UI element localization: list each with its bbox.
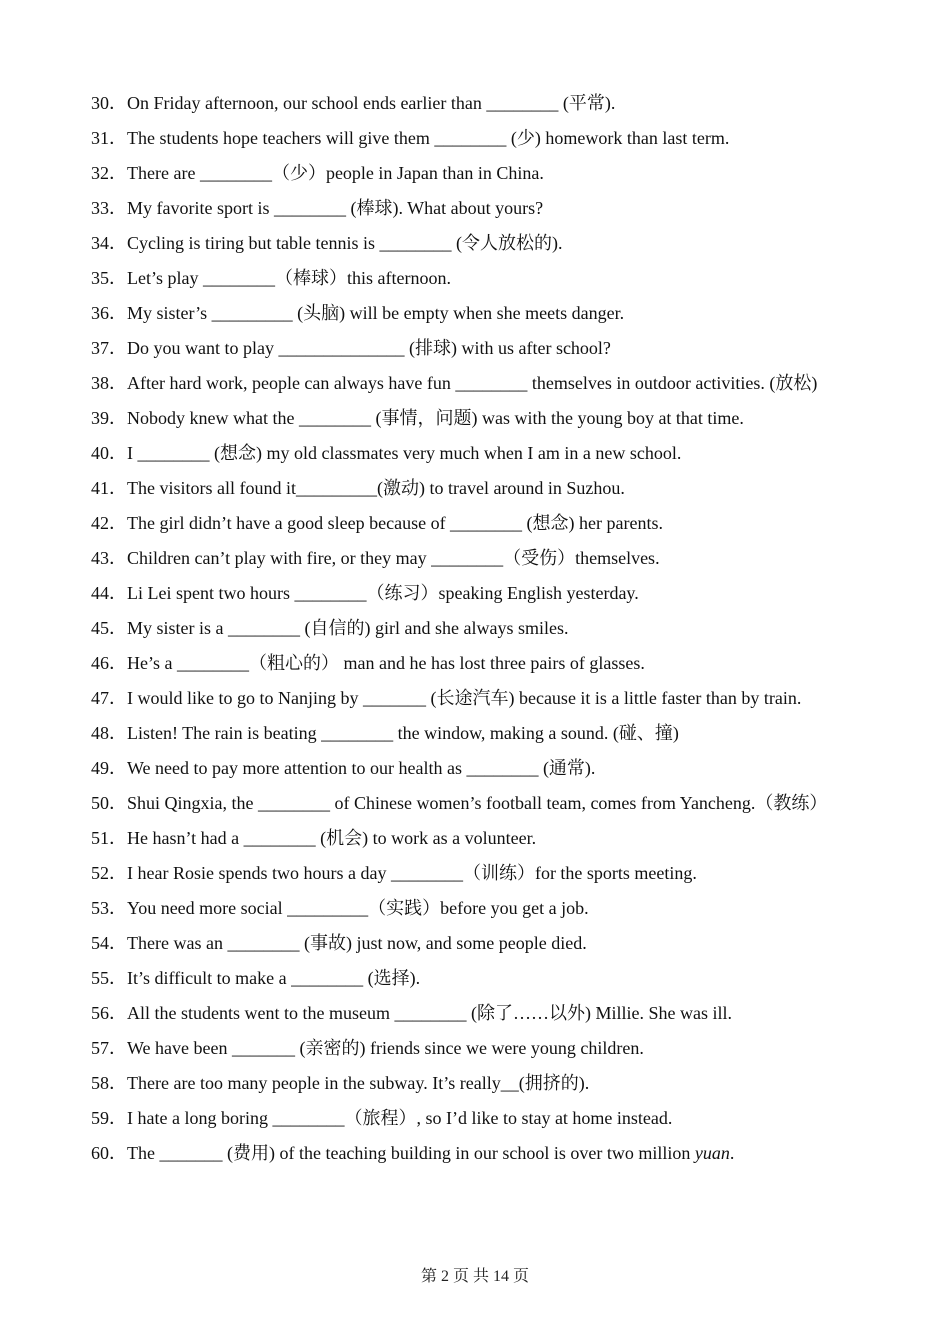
question-item	[91, 121, 861, 156]
question-text: The visitors all found it_________(激动) to travel around in Suzhou.	[127, 478, 625, 498]
question-text: Children can’t play with fire, or they may ________（受伤）themselves.	[127, 548, 660, 568]
question-number: 57．	[91, 1038, 127, 1058]
question-number: 46．	[91, 653, 127, 673]
question-item	[91, 366, 861, 401]
question-item	[91, 681, 861, 716]
question-item	[91, 926, 861, 961]
question-text: Shui Qingxia, the ________ of Chinese women’s football team, comes from Yancheng.（教练）	[127, 793, 828, 813]
question-number: 43．	[91, 548, 127, 568]
question-text: You need more social _________（实践）before you get a job.	[127, 898, 589, 918]
question-item	[91, 191, 861, 226]
question-item	[91, 856, 861, 891]
question-number: 51．	[91, 828, 127, 848]
question-text: My favorite sport is ________ (棒球). What about yours?	[127, 198, 544, 218]
question-item	[91, 1031, 861, 1066]
question-item	[91, 1066, 861, 1101]
question-item	[91, 1101, 861, 1136]
question-number: 40．	[91, 443, 127, 463]
question-item	[91, 436, 861, 471]
question-text: I would like to go to Nanjing by _______ (长途汽车) because it is a little faster than by train.	[127, 688, 802, 708]
question-item	[91, 576, 861, 611]
question-text: There are ________（少）people in Japan than in China.	[127, 163, 544, 183]
question-item	[91, 261, 861, 296]
question-number: 56．	[91, 1003, 127, 1023]
question-text: We need to pay more attention to our health as ________ (通常).	[127, 758, 596, 778]
question-text: Listen! The rain is beating ________ the window, making a sound. (碰、撞)	[127, 723, 679, 743]
question-list	[91, 86, 861, 1171]
question-text: The students hope teachers will give them ________ (少) homework than last term.	[127, 128, 730, 148]
question-text: He hasn’t had a ________ (机会) to work as a volunteer.	[127, 828, 537, 848]
question-number: 41．	[91, 478, 127, 498]
question-item	[91, 786, 861, 821]
question-number: 48．	[91, 723, 127, 743]
question-number: 58．	[91, 1073, 127, 1093]
question-text: Cycling is tiring but table tennis is ________ (令人放松的).	[127, 233, 563, 253]
question-item	[91, 751, 861, 786]
question-text: It’s difficult to make a ________ (选择).	[127, 968, 421, 988]
question-number: 59．	[91, 1108, 127, 1128]
question-number: 39．	[91, 408, 127, 428]
question-item	[91, 611, 861, 646]
question-number: 42．	[91, 513, 127, 533]
question-item	[91, 401, 861, 436]
question-text: On Friday afternoon, our school ends earlier than ________ (平常).	[127, 93, 616, 113]
question-item	[91, 226, 861, 261]
question-text: Let’s play ________（棒球）this afternoon.	[127, 268, 451, 288]
question-text: I ________ (想念) my old classmates very much when I am in a new school.	[127, 443, 682, 463]
question-item	[91, 156, 861, 191]
question-text: Nobody knew what the ________ (事情，问题) was with the young boy at that time.	[127, 408, 744, 428]
question-text: He’s a ________（粗心的） man and he has lost three pairs of glasses.	[127, 653, 645, 673]
question-number: 36．	[91, 303, 127, 323]
question-item	[91, 891, 861, 926]
question-number: 60．	[91, 1143, 127, 1163]
question-number: 45．	[91, 618, 127, 638]
question-number: 32．	[91, 163, 127, 183]
question-item	[91, 86, 861, 121]
question-item	[91, 961, 861, 996]
question-number: 54．	[91, 933, 127, 953]
question-text: The girl didn’t have a good sleep because of ________ (想念) her parents.	[127, 513, 664, 533]
question-item	[91, 471, 861, 506]
question-item	[91, 646, 861, 681]
question-number: 37．	[91, 338, 127, 358]
question-item	[91, 821, 861, 856]
question-item	[91, 716, 861, 751]
question-number: 35．	[91, 268, 127, 288]
question-item	[91, 296, 861, 331]
question-text: There are too many people in the subway. It’s really__(拥挤的).	[127, 1073, 590, 1093]
question-number: 38．	[91, 373, 127, 393]
question-number: 53．	[91, 898, 127, 918]
question-text: My sister’s _________ (头脑) will be empty when she meets danger.	[127, 303, 625, 323]
question-item	[91, 996, 861, 1031]
italic-word: yuan	[694, 1143, 730, 1163]
question-text: All the students went to the museum ________ (除了……以外) Millie. She was ill.	[127, 1003, 732, 1023]
question-number: 55．	[91, 968, 127, 988]
question-item	[91, 541, 861, 576]
question-number: 50．	[91, 793, 127, 813]
question-number: 30．	[91, 93, 127, 113]
question-text-before: The _______ (费用) of the teaching building in our school is over two million	[127, 1143, 695, 1163]
question-item	[91, 1136, 861, 1171]
question-text: After hard work, people can always have fun ________ themselves in outdoor activities. (放松)	[127, 373, 818, 393]
question-item	[91, 331, 861, 366]
question-text: Do you want to play ______________ (排球) with us after school?	[127, 338, 611, 358]
question-text: My sister is a ________ (自信的) girl and she always smiles.	[127, 618, 569, 638]
question-text: I hear Rosie spends two hours a day ________（训练）for the sports meeting.	[127, 863, 697, 883]
question-text	[127, 1143, 734, 1163]
question-text: I hate a long boring ________（旅程）, so I’d like to stay at home instead.	[127, 1108, 673, 1128]
question-text-after: .	[729, 1143, 735, 1163]
question-text: Li Lei spent two hours ________（练习）speaking English yesterday.	[127, 583, 639, 603]
question-number: 47．	[91, 688, 127, 708]
question-number: 49．	[91, 758, 127, 778]
question-number: 34．	[91, 233, 127, 253]
question-number: 52．	[91, 863, 127, 883]
question-number: 31．	[91, 128, 127, 148]
page-footer: 第 2 页 共 14 页	[420, 1268, 529, 1285]
question-text: We have been _______ (亲密的) friends since we were young children.	[127, 1038, 644, 1058]
question-number: 33．	[91, 198, 127, 218]
question-number: 44．	[91, 583, 127, 603]
question-item	[91, 506, 861, 541]
question-text: There was an ________ (事故) just now, and some people died.	[127, 933, 587, 953]
